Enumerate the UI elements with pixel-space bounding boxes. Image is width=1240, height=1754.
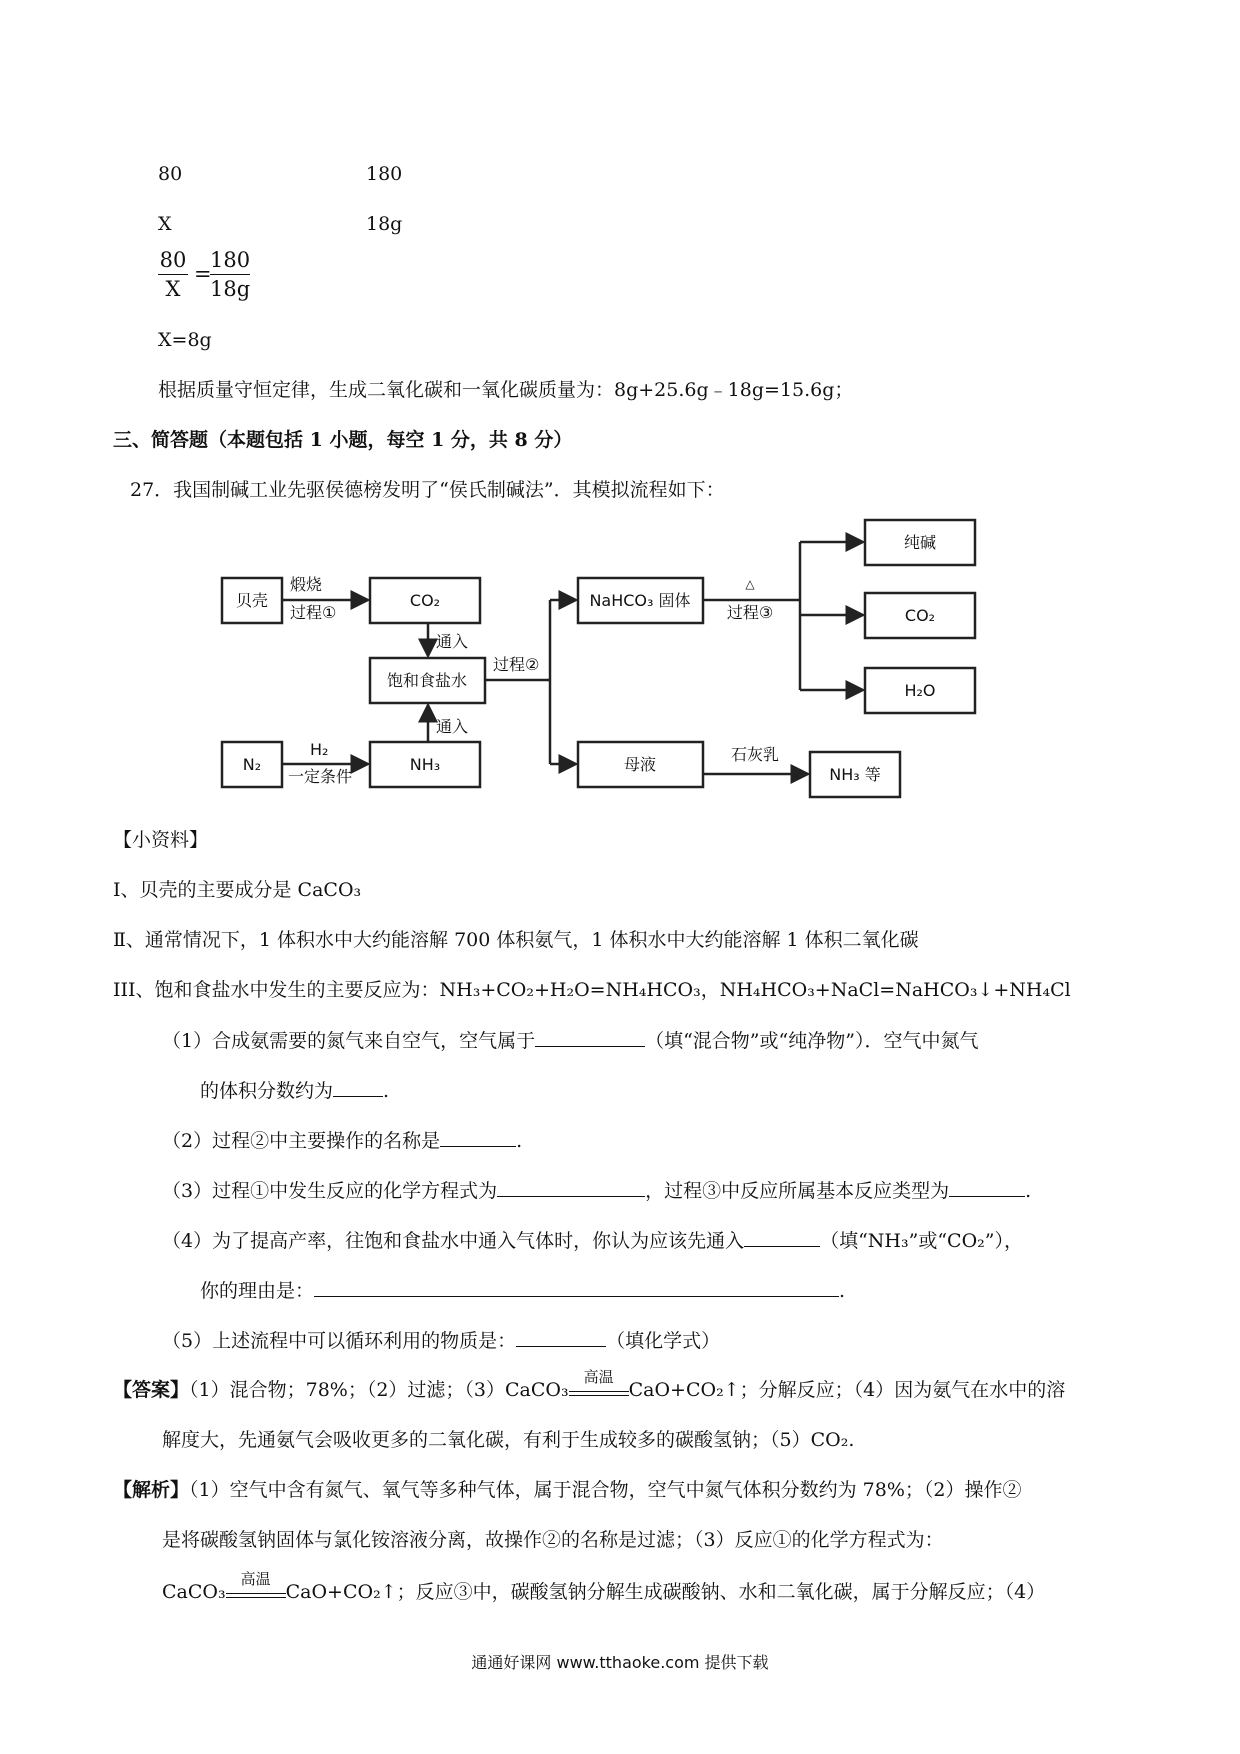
label-n2: N₂	[242, 755, 262, 774]
question-1-line-1: （1）合成氨需要的氮气来自空气，空气属于 （填“混合物”或“纯净物”）．空气中氮气	[162, 1030, 979, 1052]
fraction-b-denominator: 18g	[210, 277, 251, 301]
answer-tag: 【答案】	[113, 1379, 190, 1401]
label-process2: 过程②	[493, 655, 540, 674]
label-mother-liquor: 母液	[623, 755, 657, 774]
calc-row2-left: X	[158, 213, 172, 235]
section-title: 三、简答题（本题包括 1 小题，每空 1 分，共 8 分）	[113, 429, 573, 451]
fraction-a-numerator: 80	[159, 248, 187, 272]
label-h2o: H₂O	[904, 681, 936, 700]
info-item-1: I、贝壳的主要成分是 CaCO₃	[113, 879, 362, 901]
fraction-a	[158, 248, 188, 301]
page-footer: 通通好课网 www.tthaoke.com 提供下载	[471, 1653, 769, 1672]
answer-blank[interactable]	[333, 1078, 383, 1097]
fraction-a-denominator: X	[165, 277, 181, 301]
label-soda: 纯碱	[903, 533, 937, 552]
answer-line-2: 解度大，先通氨气会吸收更多的二氧化碳，有利于生成较多的碳酸氢钠；（5）CO₂.	[162, 1429, 855, 1451]
label-lime: 石灰乳	[730, 745, 780, 764]
analysis-line-1: 【解析】（1）空气中含有氮气、氧气等多种气体，属于混合物，空气中氮气体积分数约为 78%；（2）操作②	[113, 1479, 1022, 1501]
answer-blank[interactable]	[516, 1328, 606, 1347]
calc-result: X=8g	[158, 329, 212, 351]
calc-row2-right: 18g	[366, 213, 403, 235]
question-stem: 27．我国制碱工业先驱侯德榜发明了“侯氏制碱法”．其模拟流程如下：	[130, 479, 725, 501]
answer-blank[interactable]	[497, 1178, 645, 1197]
label-nh3: NH₃	[409, 755, 441, 774]
info-item-3: III、饱和食盐水中发生的主要反应为：NH₃+CO₂+H₂O=NH₄HCO₃，NH₄HCO₃+NaCl=NaHCO₃↓+NH₄Cl	[113, 979, 1071, 1001]
calc-row1-right: 180	[366, 163, 403, 185]
question-4-line-2: 你的理由是： .	[200, 1280, 846, 1302]
fraction-b-numerator: 180	[210, 248, 251, 272]
process-flow-diagram	[210, 510, 1050, 810]
question-1-line-2: 的体积分数约为 .	[200, 1080, 390, 1102]
answer-blank[interactable]	[314, 1278, 839, 1297]
fraction-equals: =	[194, 262, 212, 286]
label-pass-in-1: 通入	[436, 632, 469, 651]
info-item-2: Ⅱ、通常情况下，1 体积水中大约能溶解 700 体积氨气，1 体积水中大约能溶解 1 体积二氧化碳	[113, 929, 919, 951]
label-co2-out: CO₂	[904, 606, 936, 625]
label-heat: △	[745, 577, 755, 591]
label-process1: 过程①	[290, 603, 337, 622]
answer-blank[interactable]	[535, 1028, 645, 1047]
answer-blank[interactable]	[440, 1128, 516, 1147]
label-shell: 贝壳	[235, 591, 269, 610]
calc-conclusion: 根据质量守恒定律，生成二氧化碳和一氧化碳质量为：8g+25.6g﹣18g=15.6g；	[158, 379, 854, 401]
label-calcine: 煅烧	[290, 575, 323, 594]
label-h2: H₂	[310, 740, 329, 759]
label-process3: 过程③	[726, 603, 774, 622]
label-pass-in-2: 通入	[436, 717, 469, 736]
label-brine: 饱和食盐水	[386, 671, 468, 690]
label-condition: 一定条件	[288, 767, 353, 786]
question-3: （3）过程①中发生反应的化学方程式为 ，过程③中反应所属基本反应类型为 .	[162, 1180, 1032, 1202]
answer-blank[interactable]	[949, 1178, 1025, 1197]
analysis-line-3: CaCO₃ 高温 CaO+CO₂↑；反应③中，碳酸氢钠分解生成碳酸钠、水和二氧化碳，属于分解反应；（4）	[162, 1570, 1046, 1603]
high-temp-condition: 高温	[226, 1581, 286, 1598]
answer-line-1: 【答案】（1）混合物；78%；（2）过滤；（3）CaCO₃ 高温 CaO+CO₂↑；分解反应；（4）因为氨气在水中的溶	[113, 1368, 1066, 1401]
question-5: （5）上述流程中可以循环利用的物质是： （填化学式）	[162, 1330, 721, 1352]
analysis-line-2: 是将碳酸氢钠固体与氯化铵溶液分离，故操作②的名称是过滤；（3）反应①的化学方程式为：	[162, 1529, 944, 1551]
analysis-tag: 【解析】	[113, 1479, 190, 1501]
info-title: 【小资料】	[113, 829, 209, 851]
calc-row1-left: 80	[158, 163, 183, 185]
label-nahco3: NaHCO₃ 固体	[589, 591, 691, 610]
label-co2: CO₂	[409, 591, 441, 610]
question-2: （2）过程②中主要操作的名称是 .	[162, 1130, 523, 1152]
question-4-line-1: （4）为了提高产率，往饱和食盐水中通入气体时，你认为应该先通入 （填“NH₃”或“CO₂”），	[162, 1230, 1023, 1252]
fraction-b	[210, 248, 250, 301]
high-temp-condition: 高温	[569, 1379, 629, 1396]
answer-blank[interactable]	[744, 1228, 820, 1247]
label-nh3-etc: NH₃ 等	[829, 765, 881, 784]
